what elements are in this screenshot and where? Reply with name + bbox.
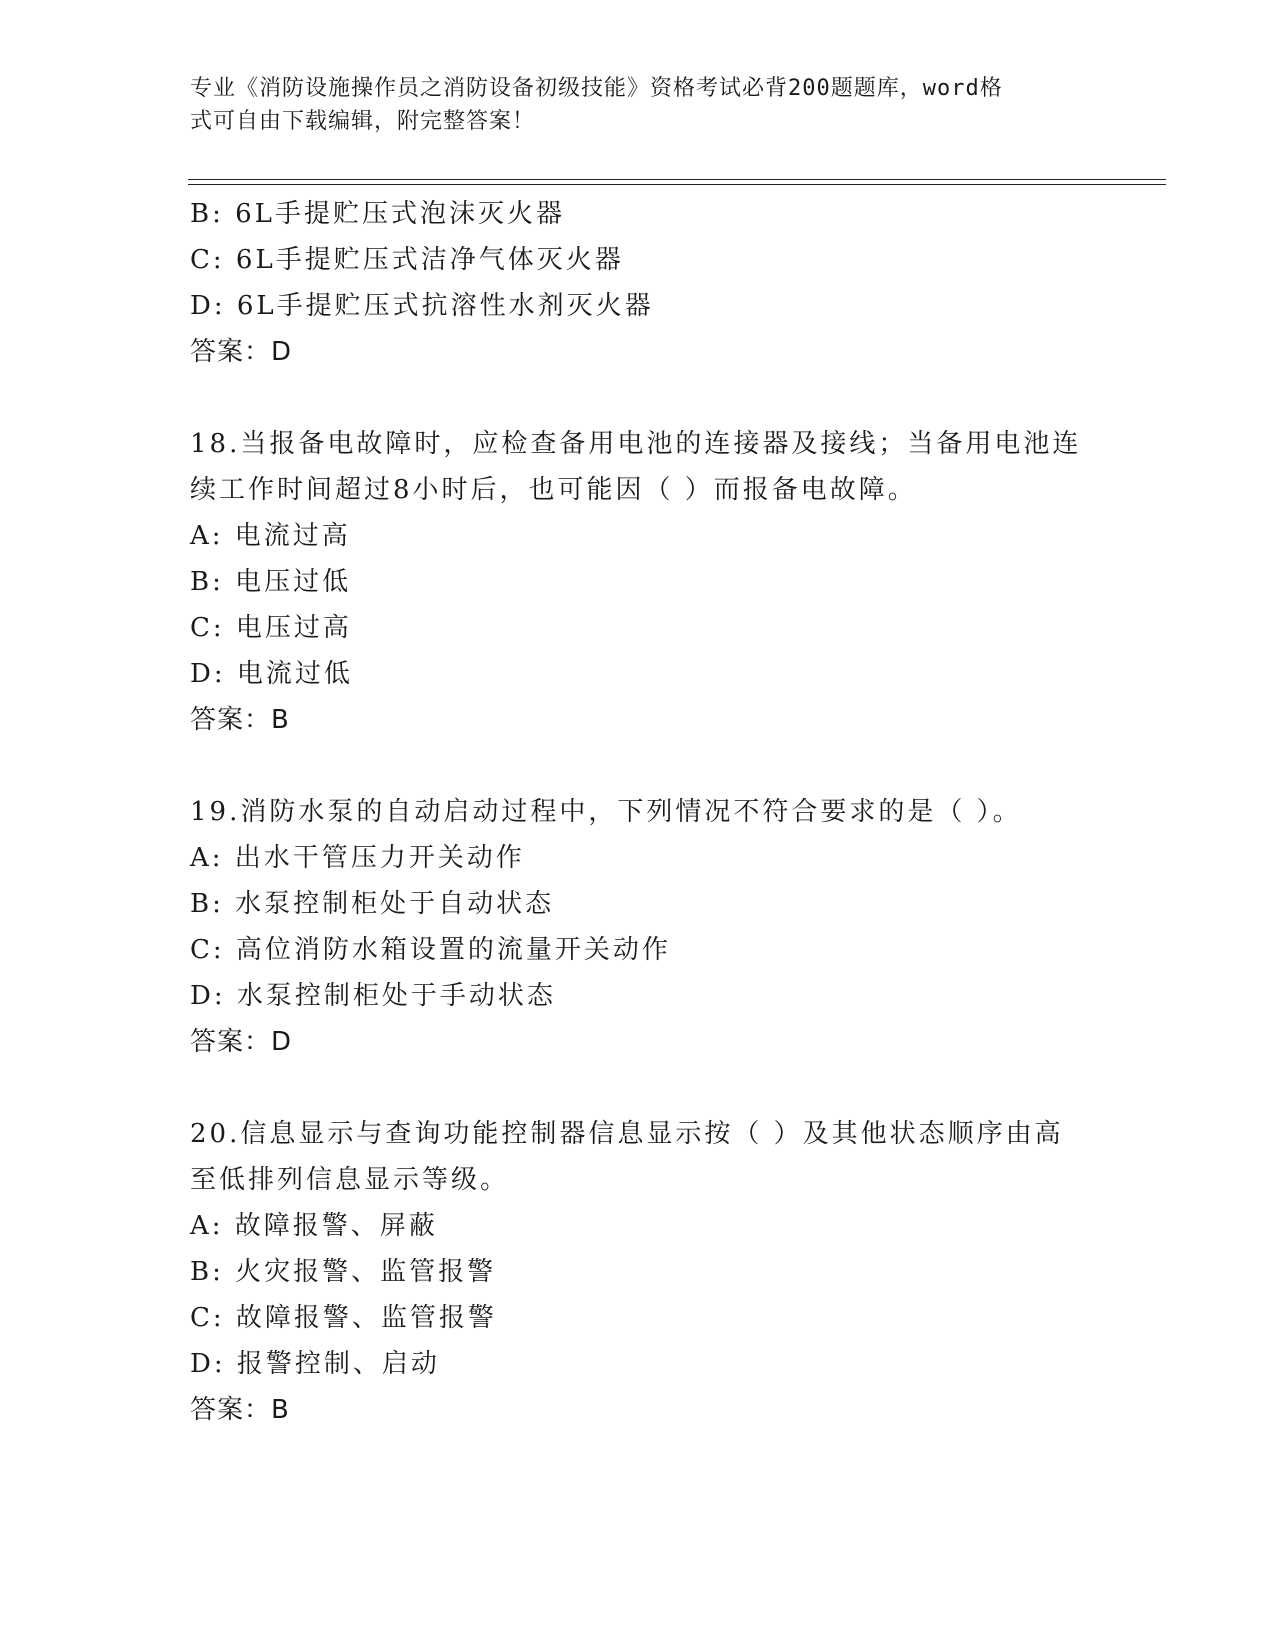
option-a: A: 出水干管压力开关动作 bbox=[190, 843, 525, 873]
option-b: B: 6L手提贮压式泡沫灭火器 bbox=[190, 199, 565, 229]
option-b: B: 水泵控制柜处于自动状态 bbox=[190, 889, 555, 919]
question-18 bbox=[190, 421, 1090, 743]
spacer bbox=[190, 743, 1090, 789]
header-divider-bottom bbox=[188, 184, 1166, 185]
question-stem-line: 至低排列信息显示等级。 bbox=[190, 1165, 510, 1195]
header-line-2: 式可自由下载编辑，附完整答案！ bbox=[190, 109, 536, 134]
option-c: C: 故障报警、监管报警 bbox=[190, 1303, 497, 1333]
document-header bbox=[190, 72, 1090, 138]
question-stem-line: 18.当报备电故障时，应检查备用电池的连接器及接线；当备用电池连 bbox=[190, 429, 1082, 459]
answer-line: 答案：D bbox=[190, 337, 293, 367]
option-d: D: 报警控制、启动 bbox=[190, 1349, 440, 1379]
option-a: A: 故障报警、屏蔽 bbox=[190, 1211, 438, 1241]
header-line-1: 专业《消防设施操作员之消防设备初级技能》资格考试必背200题题库，word格 bbox=[190, 76, 1003, 101]
question-stem-line: 续工作时间超过8小时后，也可能因（ ）而报备电故障。 bbox=[190, 475, 917, 505]
option-c: C: 电压过高 bbox=[190, 613, 352, 643]
answer-line: 答案：B bbox=[190, 1395, 290, 1425]
question-stem-line: 20.信息显示与查询功能控制器信息显示按（ ）及其他状态顺序由高 bbox=[190, 1119, 1064, 1149]
question-20 bbox=[190, 1111, 1090, 1433]
option-c: C: 高位消防水箱设置的流量开关动作 bbox=[190, 935, 671, 965]
spacer bbox=[190, 375, 1090, 421]
option-c: C: 6L手提贮压式洁净气体灭火器 bbox=[190, 245, 624, 275]
answer-line: 答案：D bbox=[190, 1027, 293, 1057]
option-d: D: 水泵控制柜处于手动状态 bbox=[190, 981, 556, 1011]
option-d: D: 电流过低 bbox=[190, 659, 353, 689]
answer-line: 答案：B bbox=[190, 705, 290, 735]
question-stem-line: 19.消防水泵的自动启动过程中，下列情况不符合要求的是（ ）。 bbox=[190, 797, 1022, 827]
question-list bbox=[190, 191, 1090, 1433]
question-17 bbox=[190, 191, 1090, 375]
option-b: B: 电压过低 bbox=[190, 567, 352, 597]
option-a: A: 电流过高 bbox=[190, 521, 351, 551]
header-divider-top bbox=[188, 179, 1166, 180]
option-d: D: 6L手提贮压式抗溶性水剂灭火器 bbox=[190, 291, 654, 321]
option-b: B: 火灾报警、监管报警 bbox=[190, 1257, 497, 1287]
spacer bbox=[190, 1065, 1090, 1111]
question-19 bbox=[190, 789, 1090, 1065]
